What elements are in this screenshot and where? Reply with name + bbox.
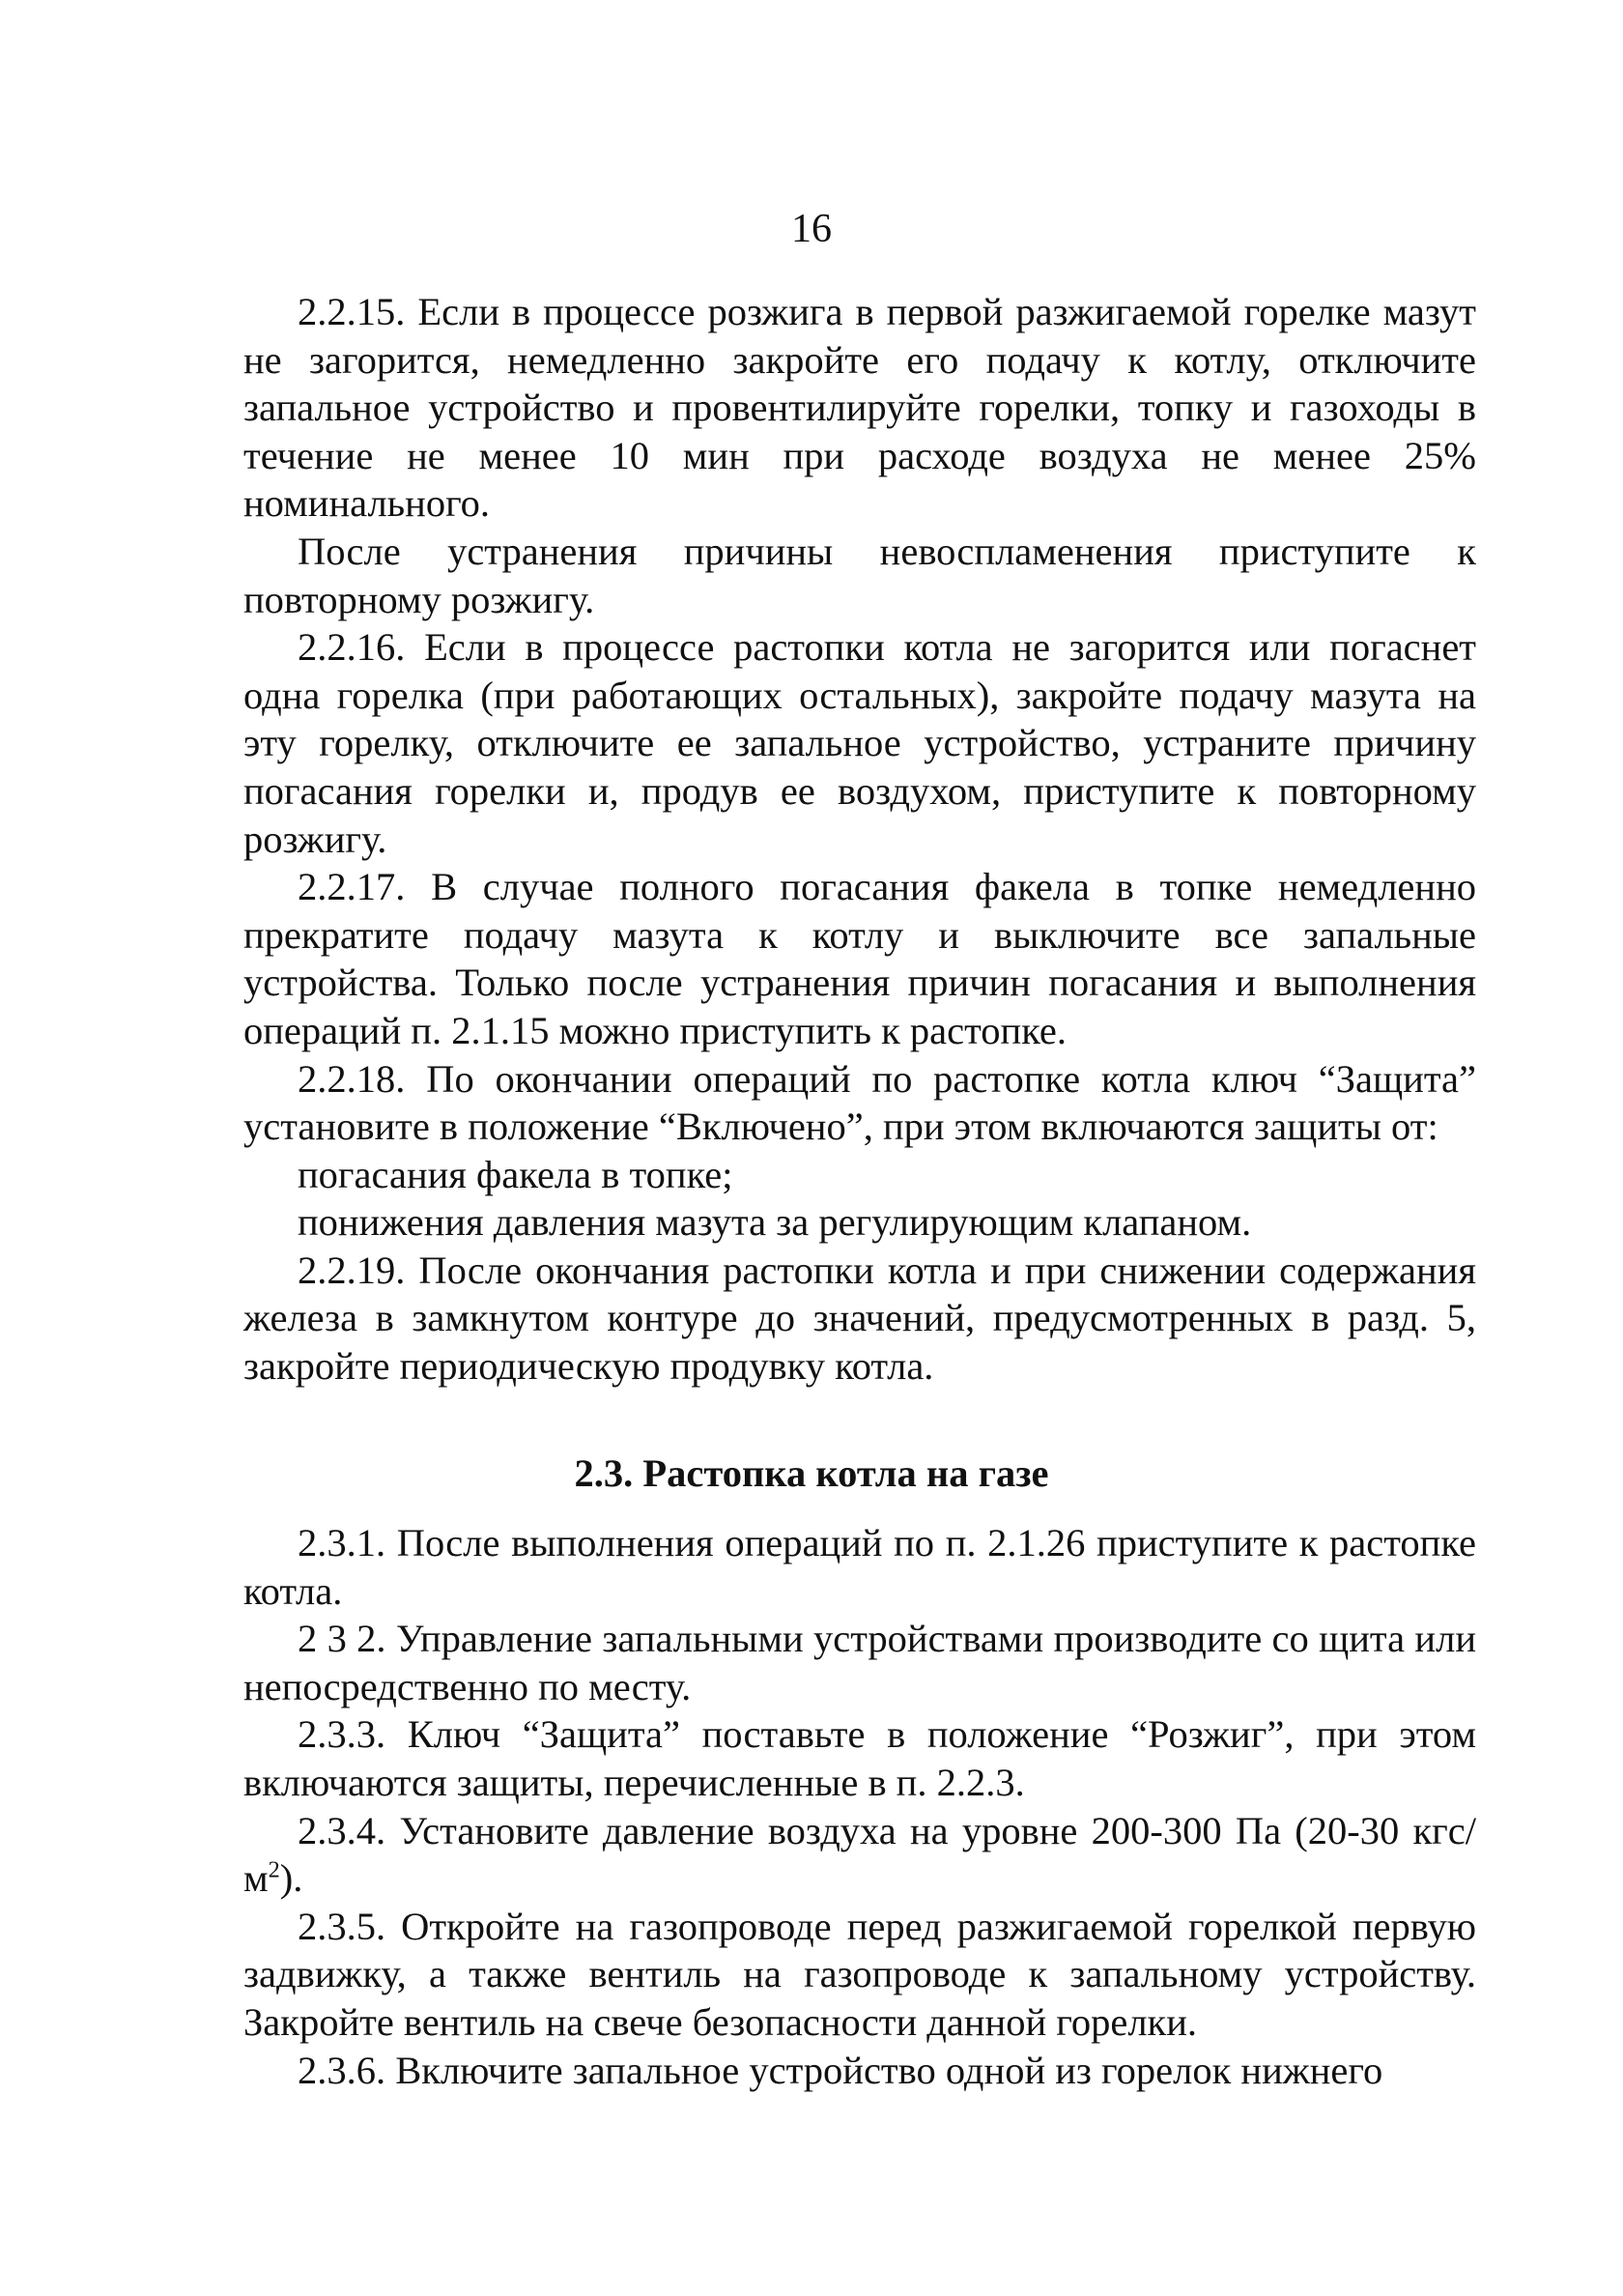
paragraph-2-3-4 xyxy=(243,1807,1476,1903)
paragraph-2-2-17: 2.2.17. В случае полного погасания факела в топке немедленно прекратите подачу мазута к котлу и выключите все запальные устройства. Только после устранения причин погасания и выполнения операций п. 2.1.15 можно приступить к растопке. xyxy=(243,865,1476,1052)
paragraph-2-3-2: 2 3 2. Управление запальными устройствами производите со щита или непосредственно по месту. xyxy=(243,1617,1476,1708)
paragraph-2-2-15: 2.2.15. Если в процессе розжига в первой разжигаемой горелке мазут не загорится, немедленно закройте его подачу к котлу, отключите запальное устройство и провентилируйте горелки, топку и газоходы в течение не менее 10 мин при расходе воздуха не менее 25% номинального. xyxy=(243,290,1476,526)
paragraph-2-3-4-end: ). xyxy=(279,1856,303,1901)
section-heading-2-3: 2.3. Растопка котла на газе xyxy=(574,1451,1049,1495)
superscript-2: 2 xyxy=(268,1856,280,1883)
paragraph-2-3-4-text: 2.3.4. Установите давление воздуха на уровне 200-300 Па (20-30 кгс/м xyxy=(243,1808,1476,1901)
paragraph-2-3-3: 2.3.3. Ключ “Защита” поставьте в положение “Розжиг”, при этом включаются защиты, перечисленные в п. 2.2.3. xyxy=(243,1712,1476,1804)
paragraph-repeat-ignition: После устранения причины невоспламенения приступите к повторному розжигу. xyxy=(243,529,1476,621)
paragraph-2-3-1: 2.3.1. После выполнения операций по п. 2.1.26 приступите к растопке котла. xyxy=(243,1521,1476,1613)
paragraph-2-2-19: 2.2.19. После окончания растопки котла и при снижении содержания железа в замкнутом контуре до значений, предусмотренных в разд. 5, закройте периодическую продувку котла. xyxy=(243,1248,1476,1389)
text-block-2-3 xyxy=(243,1519,1476,2094)
paragraph-2-3-6: 2.3.6. Включите запальное устройство одной из горелок нижнего xyxy=(298,2048,1383,2092)
page-number: 16 xyxy=(791,207,832,251)
paragraph-2-2-16: 2.2.16. Если в процессе растопки котла не загорится или погаснет одна горелка (при работающих остальных), закройте подачу мазута на эту горелку, отключите ее запальное устройство, устраните причину погасания горелки и, продув ее воздухом, приступите к повторному розжигу. xyxy=(243,625,1476,861)
paragraph-2-3-5: 2.3.5. Откройте на газопроводе перед разжигаемой горелкой первую задвижку, а также вентиль на газопроводе к запальному устройству. Закройте вентиль на свече безопасности данной горелки. xyxy=(243,1904,1476,2044)
text-block-2-2 xyxy=(243,288,1476,1391)
paragraph-2-2-18: 2.2.18. По окончании операций по растопке котла ключ “Защита” установите в положение “Включено”, при этом включаются защиты от: xyxy=(243,1056,1476,1149)
list-item-pressure-drop: понижения давления мазута за регулирующим клапаном. xyxy=(298,1200,1252,1245)
list-item-flame-out: погасания факела в топке; xyxy=(298,1152,733,1196)
